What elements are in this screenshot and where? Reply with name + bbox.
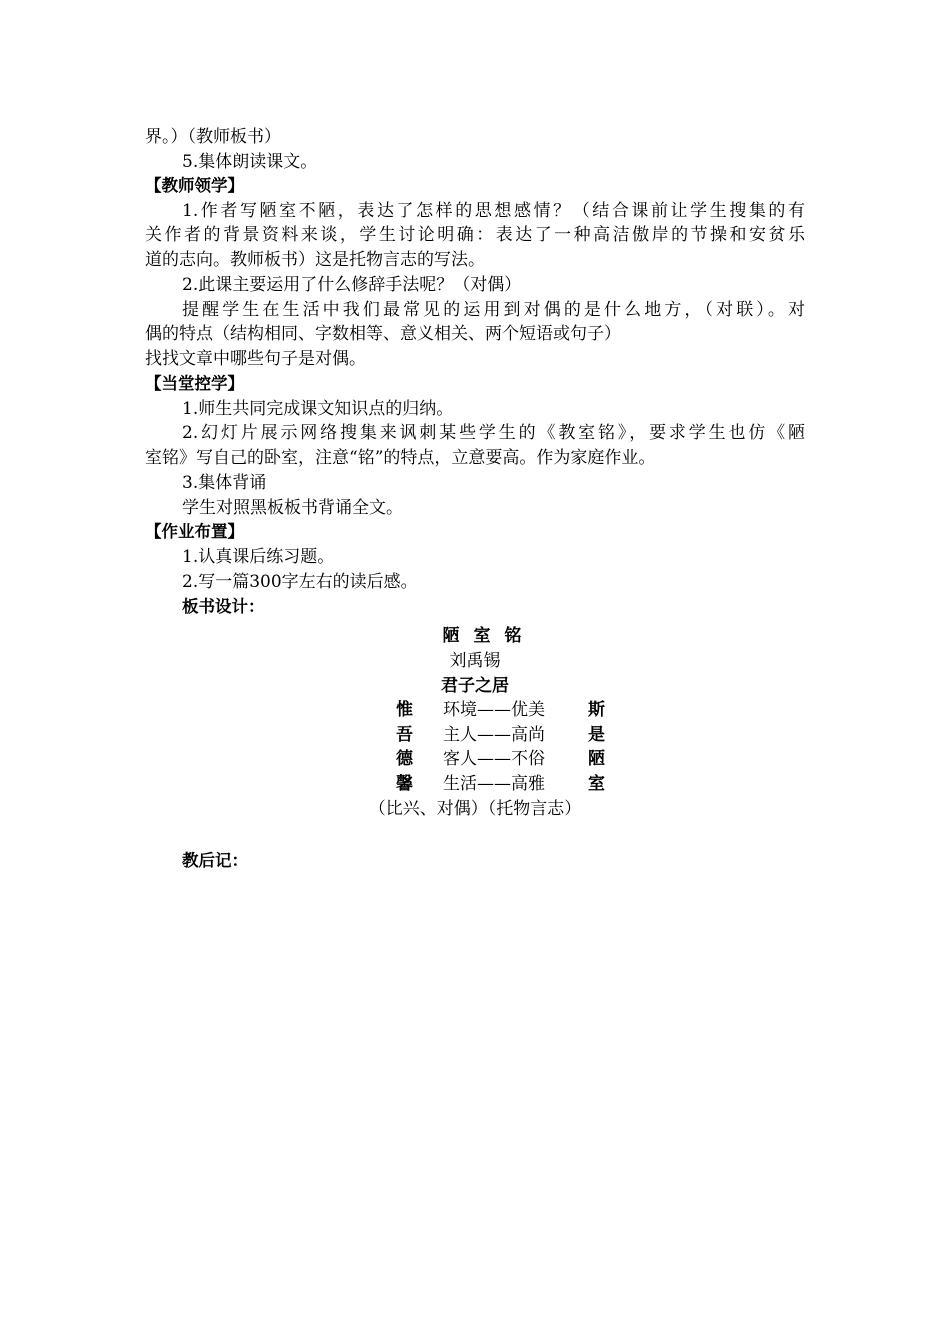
text-line: 2.此课主要运用了什么修辞手法呢？（对偶） bbox=[182, 275, 522, 295]
board-subtitle: 君子之居 bbox=[441, 676, 509, 696]
text-line: 提醒学生在生活中我们最常见的运用到对偶的是什么地方，（对联）。对 bbox=[182, 300, 805, 320]
text-line: 5.集体朗读课文。 bbox=[182, 152, 318, 172]
board-row-left: 馨 bbox=[396, 774, 413, 794]
board-row-right: 是 bbox=[588, 725, 605, 745]
board-row-middle: 主人——高尚 bbox=[443, 725, 545, 745]
text-line: 2.幻灯片展示网络搜集来讽刺某些学生的《教室铭》，要求学生也仿《陋 bbox=[182, 423, 805, 443]
board-note: （比兴、对偶）（托物言志） bbox=[368, 799, 582, 819]
text-line: 室铭》写自己的卧室，注意“铭”的特点，立意要高。作为家庭作业。 bbox=[145, 448, 656, 468]
board-row-right: 陋 bbox=[588, 749, 605, 769]
board-design-label: 板书设计： bbox=[182, 597, 265, 616]
section-heading: 【教师领学】 bbox=[145, 176, 244, 195]
text-line: 1.师生共同完成课文知识点的归纳。 bbox=[182, 399, 454, 419]
board-row-middle: 环境——优美 bbox=[443, 700, 545, 720]
board-title: 陋室铭 bbox=[442, 626, 536, 646]
board-row-middle: 客人——不俗 bbox=[443, 749, 545, 769]
board-row bbox=[0, 723, 950, 747]
section-heading: 【当堂控学】 bbox=[145, 374, 244, 393]
text-line: 关作者的背景资料来谈，学生讨论明确：表达了一种高洁傲岸的节操和安贫乐 bbox=[145, 225, 805, 245]
board-row bbox=[0, 772, 950, 796]
text-line: 偶的特点（结构相同、字数相等、意义相关、两个短语或句子） bbox=[145, 324, 621, 344]
section-heading: 【作业布置】 bbox=[145, 522, 244, 541]
board-row bbox=[0, 747, 950, 771]
text-line: 3.集体背诵 bbox=[182, 473, 267, 493]
text-line: 1.作者写陋室不陋，表达了怎样的思想感情？（结合课前让学生搜集的有 bbox=[182, 201, 805, 221]
board-row bbox=[0, 698, 950, 722]
text-line: 2.写一篇300字左右的读后感。 bbox=[182, 572, 418, 592]
board-row-middle: 生活——高雅 bbox=[443, 774, 545, 794]
board-row-left: 德 bbox=[396, 749, 413, 769]
board-row-right: 斯 bbox=[588, 700, 605, 720]
text-line: 找找文章中哪些句子是对偶。 bbox=[145, 349, 366, 369]
board-row-right: 室 bbox=[588, 774, 605, 794]
text-line: 界。）（教师板书） bbox=[145, 127, 281, 147]
board-author: 刘禹锡 bbox=[449, 651, 501, 671]
text-line: 学生对照黑板板书背诵全文。 bbox=[182, 498, 403, 518]
post-lesson-notes-label: 教后记： bbox=[182, 851, 248, 870]
board-row-left: 吾 bbox=[396, 725, 413, 745]
board-row-left: 惟 bbox=[396, 700, 413, 720]
text-line: 1.认真课后练习题。 bbox=[182, 547, 335, 567]
text-line: 道的志向。教师板书）这是托物言志的写法。 bbox=[145, 250, 485, 270]
